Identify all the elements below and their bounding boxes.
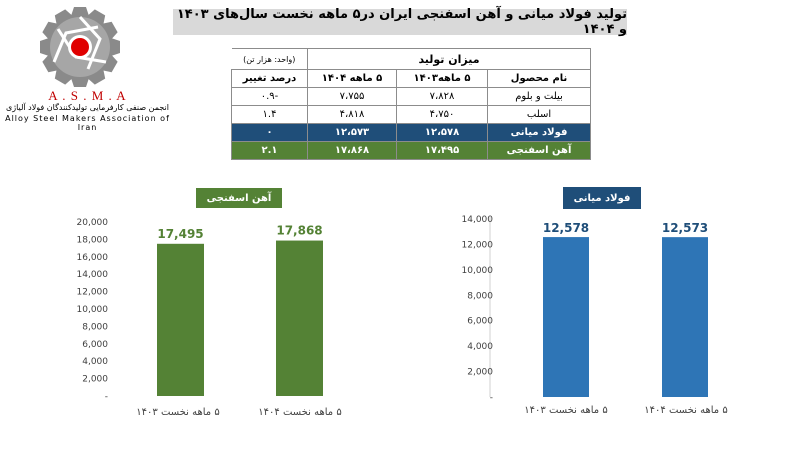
y-tick-label: 8,000 [467,291,493,302]
y-tick-label: 4,000 [82,357,108,368]
y-tick-label: 10,000 [461,265,493,276]
y-tick-label: 6,000 [82,339,108,350]
table-cell: -۰.۹ [232,88,308,106]
data-label: 17,868 [276,223,323,238]
table-cell: ۰ [232,124,308,142]
logo-name-en: Alloy Steel Makers Association of Iran [5,114,170,132]
y-tick-label: 16,000 [76,252,108,263]
table-cell: ۱.۴ [232,106,308,124]
table-cell: ۱۷،۸۶۸ [308,142,397,160]
column-header: درصد تغییر [232,70,308,88]
intermediate-steel-bar [543,237,589,397]
category-label: ۵ ماهه نخست ۱۴۰۳ [136,407,220,418]
table-unit: (واحد: هزار تن) [232,49,308,70]
table-cell: ۴،۸۱۸ [308,106,397,124]
column-header: ۵ ماهه ۱۴۰۴ [308,70,397,88]
data-label: 12,578 [542,221,590,236]
y-tick-label: 14,000 [461,215,493,225]
column-header: نام محصول [488,70,591,88]
sponge-iron-bar [157,244,204,396]
y-tick-label: 12,000 [461,240,493,251]
category-label: ۵ ماهه نخست ۱۴۰۳ [524,405,608,416]
table-caption: میزان تولید [308,49,591,70]
y-tick-label: 2,000 [82,374,108,385]
logo-acronym: A . S . M . A [48,88,127,103]
table-cell: آهن اسفنجی [488,142,591,160]
intermediate-steel-bar [662,237,708,397]
data-label: 12,573 [661,221,709,236]
y-tick-label: 14,000 [76,270,108,281]
y-tick-label: 10,000 [76,305,108,315]
table-cell: ۷،۷۵۵ [308,88,397,106]
y-tick-label: 20,000 [76,218,108,228]
intermediate-steel-chart-title: فولاد میانی [563,187,641,209]
y-tick-label: 2,000 [467,367,493,378]
table-cell: ۱۲،۵۷۳ [308,124,397,142]
table-cell: فولاد میانی [488,124,591,142]
table-cell: اسلب [488,106,591,124]
table-cell: بیلت و بلوم [488,88,591,106]
y-tick-label: 8,000 [82,322,108,333]
table-cell: ۴،۷۵۰ [397,106,488,124]
column-header: ۵ ماهه۱۴۰۳ [397,70,488,88]
y-tick-label: - [104,392,108,402]
y-tick-label: 4,000 [467,342,493,353]
y-tick-label: 18,000 [76,235,108,246]
intermediate-steel-chart [462,215,728,416]
y-tick-label: - [489,393,493,403]
table-cell: ۲.۱ [232,142,308,160]
sponge-iron-chart [77,218,342,418]
category-label: ۵ ماهه نخست ۱۴۰۴ [258,407,342,418]
table-cell: ۱۲،۵۷۸ [397,124,488,142]
table-cell: ۷،۸۲۸ [397,88,488,106]
sponge-iron-bar [276,241,323,396]
table-cell: ۱۷،۴۹۵ [397,142,488,160]
y-tick-label: 12,000 [76,287,108,298]
logo-name-fa: انجمن صنفی کارفرمایی تولیدکنندگان فولاد آلیاژی [5,103,169,112]
sponge-iron-chart-title: آهن اسفنجی [196,188,282,208]
page-title: تولید فولاد میانی و آهن اسفنجی ایران در۵ ماهه نخست سال‌های ۱۴۰۳ و ۱۴۰۴ [173,9,627,35]
data-label: 17,495 [157,226,204,241]
category-label: ۵ ماهه نخست ۱۴۰۴ [644,405,728,416]
y-tick-label: 6,000 [467,316,493,327]
